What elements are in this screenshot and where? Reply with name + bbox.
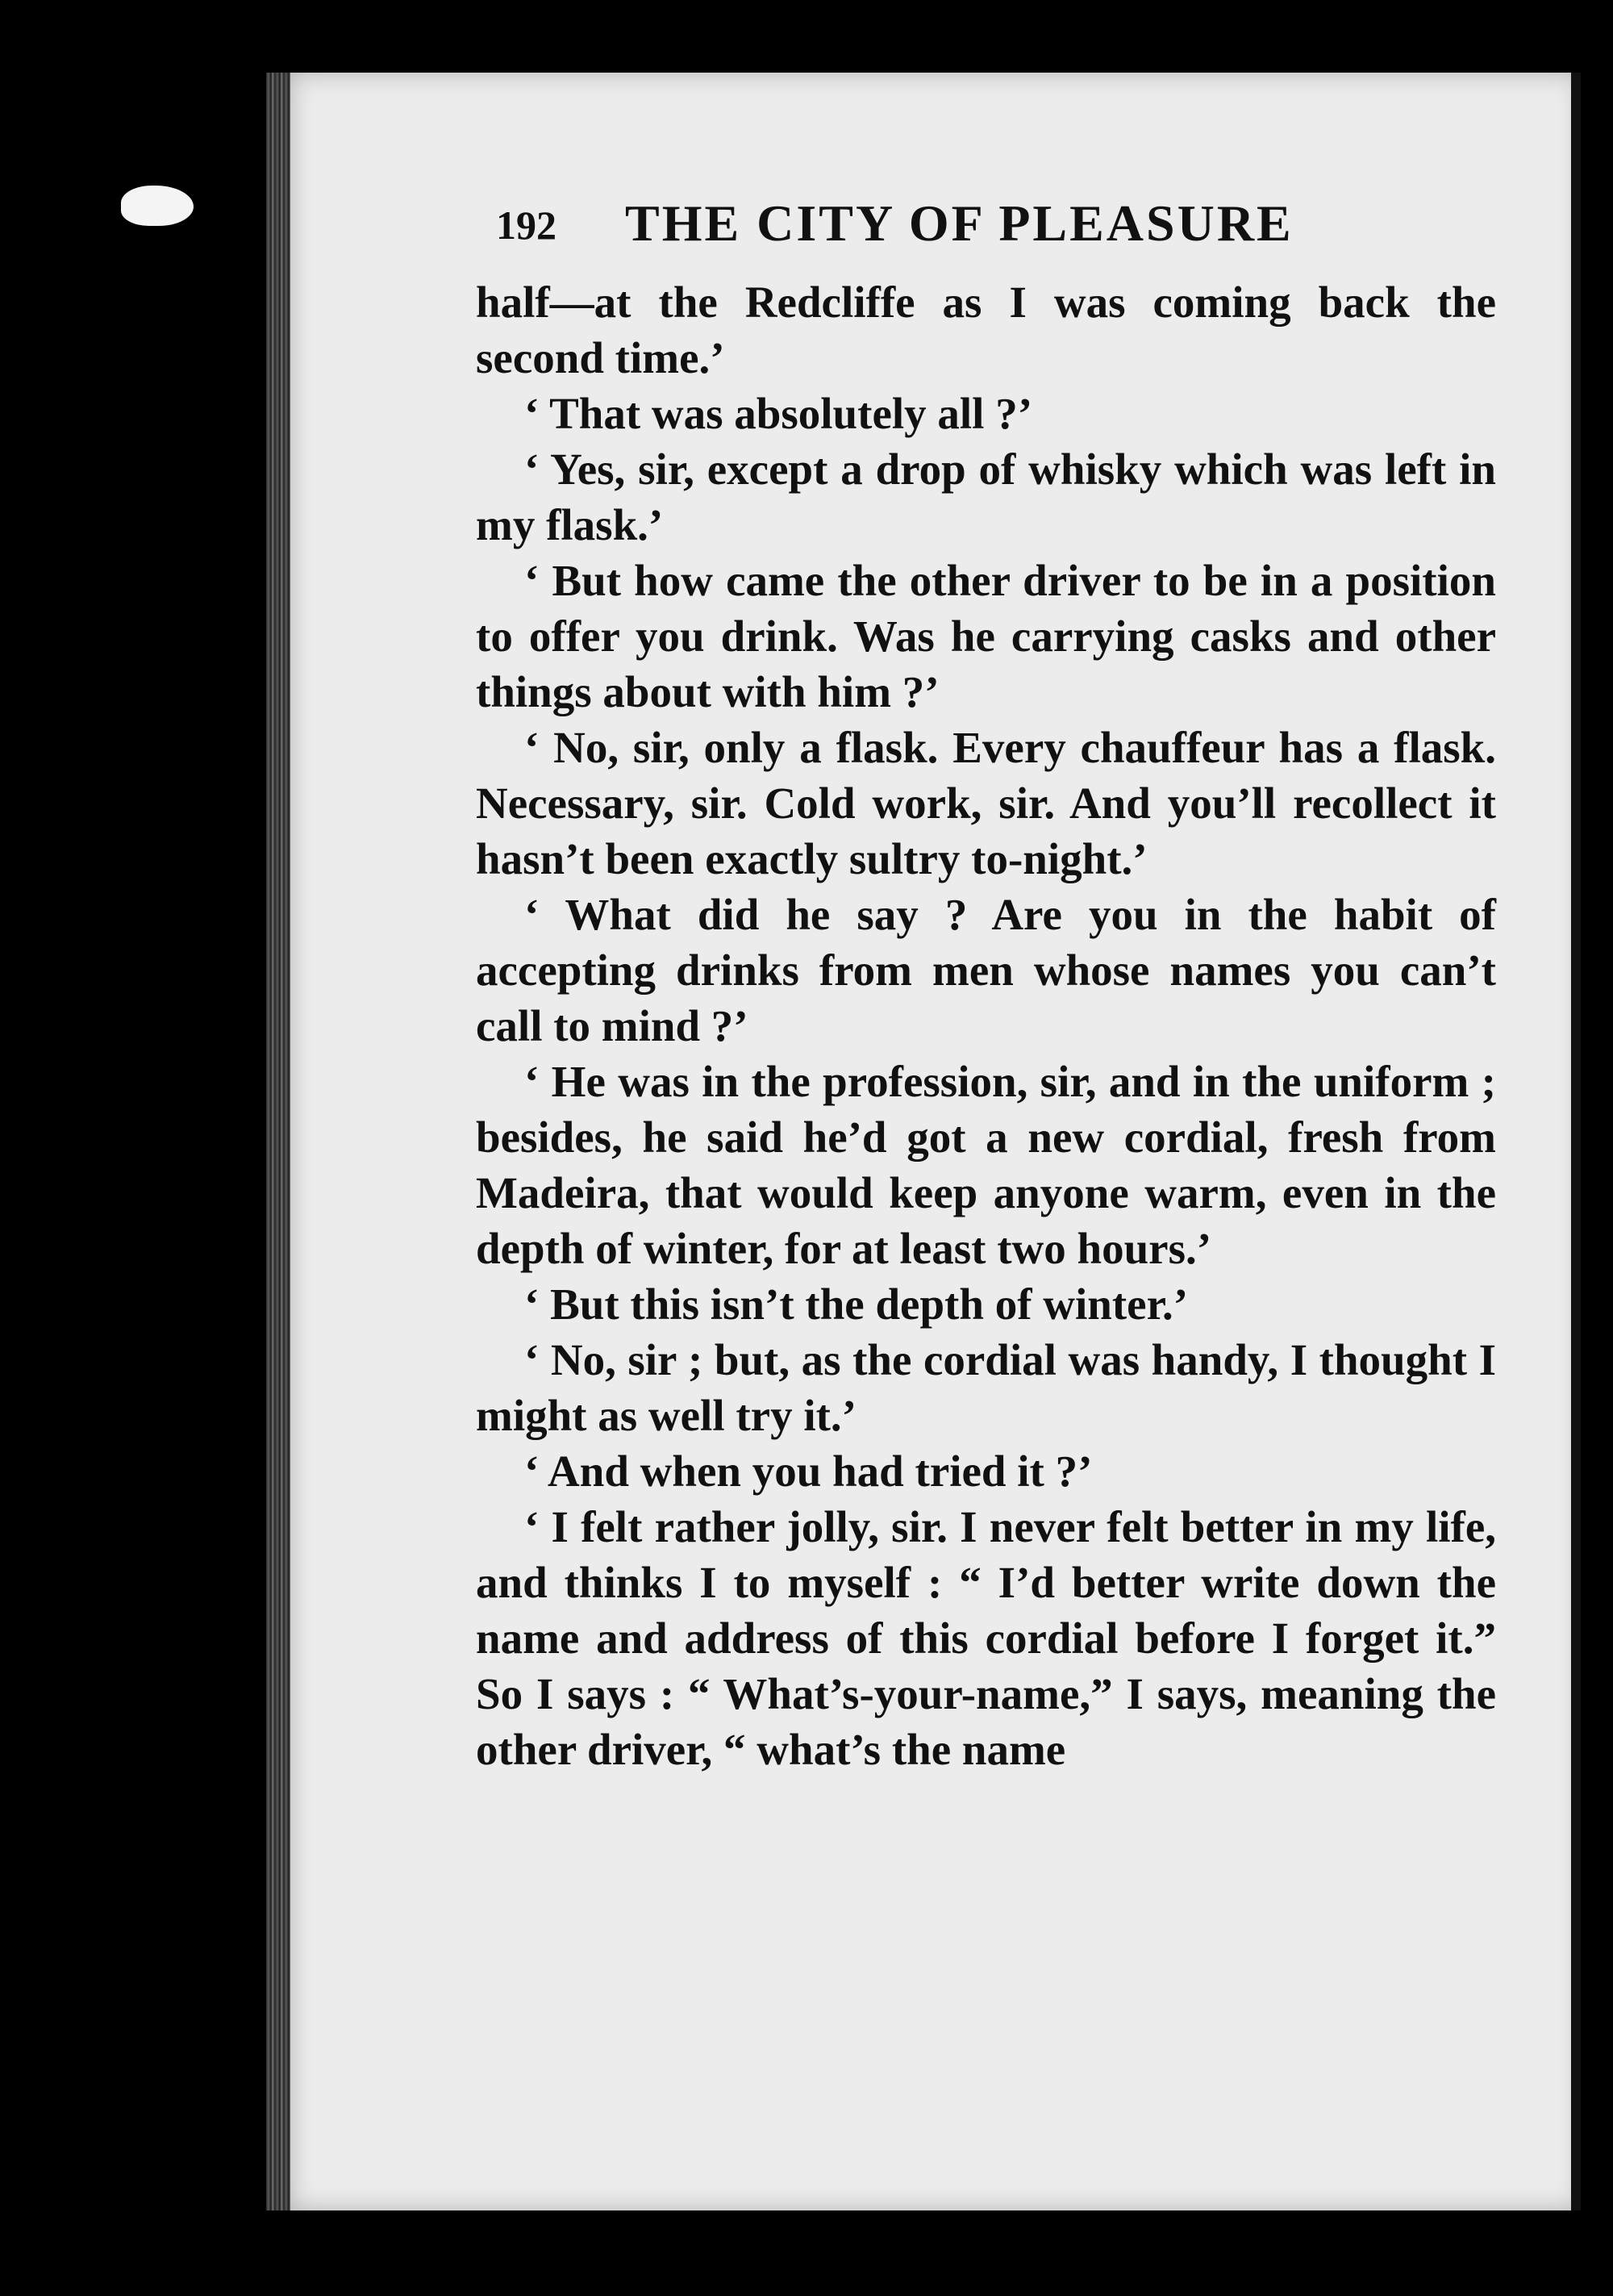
- paragraph: ‘ That was absolutely all ?’: [524, 389, 1033, 438]
- paragraph: ‘ What did he say ? Are you in the habit of accepting drinks from men whose names you can’t call to mind ?’: [476, 890, 1496, 1050]
- page-number: 192: [496, 202, 556, 248]
- paragraph: ‘ I felt rather jolly, sir. I never felt better in my life, and thinks I to myself : “ I’d better write down the name and address of this cordial before I forget it.” So I says : “ What’s-your-name,” I says, meaning the other driver, “ what’s the name: [476, 1502, 1496, 1774]
- paragraph: ‘ And when you had tried it ?’: [524, 1446, 1093, 1496]
- paragraph: ‘ He was in the profession, sir, and in the uniform ; besides, he said he’d got a new cordial, fresh from Madeira, that would keep anyone warm, even in the depth of winter, for at least two hours.’: [476, 1057, 1496, 1273]
- paragraph: ‘ No, sir, only a flask. Every chauffeur has a flask. Necessary, sir. Cold work, sir. And you’ll recollect it hasn’t been exactly sultry to-night.’: [476, 723, 1496, 883]
- page-gutter: [1571, 73, 1581, 2210]
- paragraph: ‘ Yes, sir, except a drop of whisky which was left in my flask.’: [476, 445, 1496, 549]
- scan-speck: [121, 186, 194, 226]
- paragraph: ‘ But this isn’t the depth of winter.’: [524, 1279, 1189, 1329]
- page-header: [496, 194, 1577, 266]
- body-text: [476, 274, 1496, 1777]
- paragraph: ‘ But how came the other driver to be in a position to offer you drink. Was he carrying casks and other things about with him ?’: [476, 556, 1496, 716]
- paragraph: ‘ No, sir ; but, as the cordial was handy, I thought I might as well try it.’: [476, 1335, 1496, 1440]
- book-page: [290, 73, 1581, 2210]
- running-title: THE CITY OF PLEASURE: [625, 194, 1294, 252]
- paragraph: half—at the Redcliffe as I was coming back the second time.’: [476, 278, 1496, 382]
